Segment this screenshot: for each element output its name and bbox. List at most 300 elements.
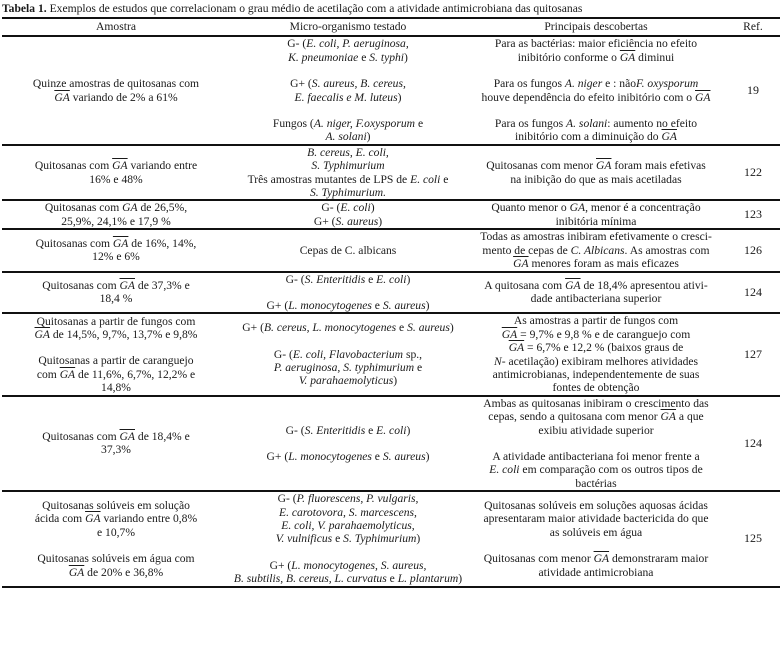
text: e (415, 117, 424, 131)
line-spacer (4, 341, 228, 354)
table-body (2, 36, 780, 586)
text: ) (370, 201, 375, 215)
text: de 18,4% apresentou ativi- (580, 279, 708, 292)
text: com (36, 367, 60, 381)
cell-line (468, 477, 724, 490)
cell-micro-organismo (230, 313, 466, 395)
text: mento de cepas de (482, 243, 571, 257)
text: - acetilação) exibiram melhores atividades (501, 354, 699, 368)
cell-line (4, 512, 228, 525)
cell-amostra (2, 396, 230, 491)
text: Três amostras mutantes de LPS de (247, 172, 411, 186)
text: em comparação com os outros tipos de (519, 463, 703, 477)
text: e (440, 172, 449, 186)
text: variando de 2% a 61% (69, 90, 178, 104)
cell-line (4, 215, 228, 228)
text: Quitosanas solúveis em soluções aquosas ácidas (484, 498, 708, 512)
cell-line (468, 215, 724, 228)
line-spacer (4, 539, 228, 552)
table-row (2, 229, 780, 271)
cell-line (232, 506, 464, 519)
cell-line (232, 77, 464, 90)
italic-text: A. niger (564, 77, 603, 91)
cell-line (468, 341, 724, 354)
text: G+ ( (290, 77, 312, 91)
cell-ref: 126 (726, 229, 780, 271)
cell-line (4, 315, 228, 328)
cell-descobertas (466, 313, 726, 395)
text: atividade antimicrobiana (538, 565, 654, 579)
italic-text: L. monocytogenes (288, 449, 372, 463)
italic-text: P. aeruginosa, S. typhimurium (273, 361, 415, 375)
cell-line (232, 159, 464, 172)
ga-symbol: $\overline{GA}$ (513, 257, 529, 271)
text: Quitosanas com (42, 279, 120, 292)
ga-symbol: $\overline{GA}$ (508, 341, 525, 355)
text: de 37,3% e (135, 279, 190, 292)
text: antimicrobianas, independentemente de suas (492, 367, 700, 381)
text: dade antibacteriana superior (530, 292, 662, 306)
cell-descobertas (466, 145, 726, 201)
text: e 10,7% (97, 525, 135, 539)
text: menores foram as mais eficazes (528, 257, 679, 271)
cell-line (468, 552, 724, 565)
text: e (365, 423, 377, 437)
text: Quitosanas a partir de fungos com (36, 314, 196, 328)
text: exibiu atividade superior (538, 423, 654, 437)
text: = 9,7% e 9,8 % e de caranguejo com (517, 327, 691, 341)
cell-line (232, 244, 464, 257)
cell-ref: 19 (726, 36, 780, 144)
ga-symbol: $\overline{GA}$ (501, 327, 518, 341)
cell-ref: 125 (726, 491, 780, 586)
ga-symbol: $\overline{GA}$ (695, 90, 711, 104)
cell-amostra (2, 145, 230, 201)
italic-text: A. solani (325, 130, 367, 144)
text: G+ ( (313, 214, 336, 228)
text: cepas, sendo a quitosana com menor (488, 410, 661, 424)
italic-text: E. coli (376, 423, 407, 437)
text: Para os fungos (493, 77, 565, 91)
italic-text: E. carotovora, S. marcescens, (279, 505, 417, 519)
text: ) (406, 272, 411, 286)
text: 18,4 % (99, 292, 133, 306)
text: na inibição do que as mais acetiladas (510, 172, 682, 186)
text: a que (676, 410, 704, 424)
cell-line (232, 51, 464, 64)
cell-line (232, 273, 464, 286)
cell-line (232, 173, 464, 186)
italic-text: S. Enteritidis (304, 423, 366, 437)
ga-symbol: $\overline{GA}$ (619, 50, 636, 64)
table-header-row (2, 18, 780, 36)
cell-micro-organismo (230, 396, 466, 491)
italic-text: S. Typhimurium. (309, 186, 387, 200)
ga-symbol: $\overline{GA}$ (112, 236, 129, 250)
text: ) (406, 423, 411, 437)
line-spacer (468, 64, 724, 77)
italic-text: L. monocytogenes, S. aureus, (291, 558, 427, 572)
cell-amostra (2, 272, 230, 314)
data-table (2, 17, 780, 588)
ga-symbol: $\overline{GA}$ (112, 159, 128, 173)
text: A quitosana com (484, 279, 566, 292)
line-spacer (232, 104, 464, 117)
cell-ref: 124 (726, 272, 780, 314)
italic-text: L. plantarum (397, 572, 459, 586)
cell-amostra (2, 313, 230, 395)
text: fontes de obtenção (552, 381, 640, 395)
cell-line (468, 566, 724, 579)
cell-line (4, 443, 228, 456)
text: Quitosanas solúveis em solução (42, 498, 190, 512)
header-amostra: Amostra (2, 18, 230, 36)
cell-line (232, 146, 464, 159)
text: inibitória mínima (555, 214, 637, 228)
text: G- ( (321, 201, 341, 215)
cell-ref: 124 (726, 396, 780, 491)
cell-line (468, 77, 724, 90)
line-spacer (468, 104, 724, 117)
italic-text: E. coli, Flavobacterium (292, 347, 404, 361)
table-row (2, 272, 780, 314)
cell-line (468, 526, 724, 539)
italic-text: B. subtilis, B. cereus, L. curvatus (233, 572, 387, 586)
table-row (2, 145, 780, 201)
text: Quitosanas com (44, 201, 123, 215)
text: foram mais efetivas (611, 159, 706, 173)
cell-line (468, 463, 724, 476)
text: G- ( (285, 272, 305, 286)
text: Quitosanas com (34, 159, 113, 173)
text: ) (378, 214, 383, 228)
cell-descobertas (466, 491, 726, 586)
text: ) (458, 572, 463, 586)
cell-line (232, 91, 464, 104)
italic-text: E. coli, P. aeruginosa, (306, 37, 409, 51)
text: Ambas as quitosanas inibiram o crescimento das (483, 396, 709, 410)
text: G- ( (285, 423, 305, 437)
line-spacer (232, 335, 464, 348)
line-spacer (468, 437, 724, 450)
italic-text: C. Albicans (570, 243, 625, 257)
cell-line (4, 368, 228, 381)
cell-line (468, 410, 724, 423)
cell-micro-organismo (230, 229, 466, 271)
cell-line (4, 159, 228, 172)
cell-descobertas (466, 396, 726, 491)
ga-symbol: $\overline{GA}$ (593, 552, 610, 566)
text: ) (393, 374, 398, 388)
italic-text: L. monocytogenes (288, 298, 372, 312)
cell-micro-organismo (230, 272, 466, 314)
text: G- ( (277, 492, 297, 506)
text: G+ ( (266, 298, 289, 312)
cell-micro-organismo (230, 36, 466, 144)
cell-line (232, 532, 464, 545)
text: Todas as amostras inibiram efetivamente o cresci- (480, 230, 712, 244)
italic-text: B. cereus, E. coli, (307, 145, 389, 159)
text: : aumento no efeito (607, 117, 698, 131)
caption-text: Exemplos de estudos que correlacionam o grau médio de acetilação com a atividade antimicrobiana das quitosanas (46, 2, 583, 15)
italic-text: N (493, 354, 502, 368)
cell-descobertas (466, 229, 726, 271)
cell-line (468, 512, 724, 525)
ga-symbol: $\overline{GA}$ (569, 201, 586, 215)
text: de 16%, 14%, (128, 236, 197, 250)
line-spacer (232, 64, 464, 77)
ga-symbol: $\overline{GA}$ (565, 279, 581, 292)
text: inibitório conforme o (517, 50, 620, 64)
cell-line (468, 279, 724, 292)
text: 14,8% (101, 381, 131, 395)
text: 37,3% (101, 443, 131, 457)
italic-text: A. solani (566, 117, 608, 131)
cell-line (4, 430, 228, 443)
cell-line (232, 348, 464, 361)
ga-symbol: $\overline{GA}$ (68, 565, 85, 579)
italic-text: V. vulnificus (275, 532, 333, 546)
cell-line (4, 237, 228, 250)
cell-amostra (2, 200, 230, 229)
text: e (396, 321, 408, 335)
text: Quitosanas a partir de caranguejo (38, 354, 194, 368)
cell-line (468, 173, 724, 186)
table-row (2, 313, 780, 395)
cell-micro-organismo (230, 200, 466, 229)
header-micro-organismo: Micro-organismo testado (230, 18, 466, 36)
cell-line (468, 381, 724, 394)
cell-line (232, 186, 464, 199)
cell-line (468, 91, 724, 104)
italic-text: E. coli, V. parahaemolyticus, (281, 519, 415, 532)
text: variando entre 0,8% (100, 512, 198, 526)
cell-line (4, 552, 228, 565)
italic-text: P. fluorescens, P. vulgaris, (296, 492, 419, 506)
text: e (371, 298, 383, 312)
text: e (414, 361, 423, 375)
text: 12% e 6% (92, 250, 140, 264)
text: Quitosanas com menor (483, 552, 594, 566)
cell-line (468, 499, 724, 512)
ga-symbol: $\overline{GA}$ (59, 367, 76, 381)
italic-text: S. aureus (335, 214, 379, 228)
cell-line (468, 159, 724, 172)
header-descobertas: Principais descobertas (466, 18, 726, 36)
text: Quitosanas com menor (486, 159, 596, 173)
cell-line (232, 299, 464, 312)
cell-line (4, 526, 228, 539)
cell-line (232, 201, 464, 214)
line-spacer (468, 539, 724, 552)
text: ) (397, 90, 402, 104)
cell-line (4, 354, 228, 367)
cell-line (4, 77, 228, 90)
cell-line (232, 37, 464, 50)
cell-line (468, 368, 724, 381)
cell-line (232, 424, 464, 437)
italic-text: A. niger, F.oxysporum (313, 117, 416, 131)
ga-symbol: $\overline{GA}$ (34, 327, 50, 341)
text: G- ( (287, 37, 307, 51)
cell-line (232, 361, 464, 374)
cell-line (4, 250, 228, 263)
cell-line (4, 499, 228, 512)
cell-ref: 127 (726, 313, 780, 395)
cell-line (468, 257, 724, 270)
cell-line (468, 51, 724, 64)
text: = 6,7% e 12,2 % (baixos graus de (524, 341, 684, 355)
italic-text: E. coli (340, 201, 371, 215)
text: inibitório com a diminuição do (515, 130, 662, 144)
cell-line (232, 117, 464, 130)
text: as solúveis em água (549, 525, 643, 539)
text: de 11,6%, 6,7%, 12,2% e (75, 367, 196, 381)
text: houve dependência do efeito inibitório com o (481, 90, 695, 104)
cell-line (232, 559, 464, 572)
cell-ref: 123 (726, 200, 780, 229)
cell-line (4, 173, 228, 186)
text: Cepas de C. albicans (299, 243, 397, 257)
line-spacer (232, 286, 464, 299)
caption-label: Tabela 1. (2, 2, 47, 15)
table-row (2, 491, 780, 586)
text: Para os fungos (494, 117, 567, 131)
text: G- ( (273, 347, 293, 361)
ga-symbol: $\overline{GA}$ (660, 410, 677, 424)
cell-line (232, 450, 464, 463)
text: : não (613, 77, 637, 91)
ga-symbol: $\overline{GA}$ (119, 430, 135, 444)
cell-line (232, 492, 464, 505)
text: e (602, 77, 614, 91)
italic-text: S. typhi (369, 50, 405, 64)
table-row (2, 200, 780, 229)
cell-line (4, 279, 228, 292)
header-ref: Ref. (726, 18, 780, 36)
italic-text: S. Typhimurium (343, 532, 417, 546)
text: apresentaram maior atividade bactericida do que (483, 512, 709, 526)
cell-line (4, 566, 228, 579)
cell-micro-organismo (230, 145, 466, 201)
ga-symbol: $\overline{GA}$ (119, 279, 135, 292)
italic-text: V. parahaemolyticus (298, 374, 394, 388)
text: de 20% e 36,8% (84, 565, 164, 579)
text: As amostras a partir de fungos com (513, 314, 679, 328)
line-spacer (232, 437, 464, 450)
italic-text: B. cereus, L. monocytogenes (263, 321, 397, 335)
text: G+ ( (269, 558, 292, 572)
cell-line (468, 201, 724, 214)
text: ) (425, 298, 430, 312)
text: 25,9%, 24,1% e 17,9 % (61, 214, 171, 228)
cell-line (468, 424, 724, 437)
cell-amostra (2, 491, 230, 586)
cell-descobertas (466, 36, 726, 144)
cell-line (468, 292, 724, 305)
cell-amostra (2, 229, 230, 271)
text: e (386, 572, 398, 586)
cell-line (468, 230, 724, 243)
cell-line (232, 374, 464, 387)
cell-line (468, 314, 724, 327)
text: sp., (403, 347, 423, 361)
cell-line (468, 37, 724, 50)
italic-text: K. pneumoniae (288, 50, 359, 64)
text: , menor é a concentração (585, 201, 701, 215)
text: de 26,5%, (137, 201, 188, 215)
text: Fungos ( (272, 117, 314, 131)
cell-line (468, 328, 724, 341)
cell-line (468, 355, 724, 368)
text: e (358, 50, 370, 64)
cell-line (468, 450, 724, 463)
italic-text: S. aureus, B. cereus, (311, 77, 406, 91)
cell-line (468, 117, 724, 130)
cell-line (468, 130, 724, 143)
text: Quitosanas solúveis em água com (37, 552, 195, 566)
italic-text: E. faecalis e M. luteus (294, 90, 398, 104)
text: ) (416, 532, 421, 546)
cell-line (4, 201, 228, 214)
table-caption (2, 2, 582, 15)
text: ) (404, 50, 408, 64)
cell-line (468, 397, 724, 410)
text: ) (366, 130, 371, 144)
italic-text: E. coli (376, 272, 407, 286)
table-row (2, 36, 780, 144)
cell-line (468, 244, 724, 257)
text: diminui (635, 50, 675, 64)
cell-line (232, 130, 464, 143)
text: Quanto menor o (491, 201, 570, 215)
italic-text: E. coli (410, 172, 441, 186)
italic-text: S. aureus (382, 449, 426, 463)
italic-text: S. aureus (407, 321, 450, 335)
text: demonstraram maior (609, 552, 709, 566)
text: e (332, 532, 344, 546)
text: . As amostras com (624, 243, 710, 257)
italic-text: S. Enteritidis (304, 272, 366, 286)
text: Para as bactérias: maior eficiência no efeito (494, 37, 698, 51)
cell-amostra (2, 36, 230, 144)
italic-text: F. oxysporum (636, 77, 699, 91)
cell-line (232, 215, 464, 228)
text: ácida com (34, 512, 86, 526)
text: Quitosanas com (35, 236, 113, 250)
italic-text: S. Typhimurium (311, 159, 385, 173)
ga-symbol: $\overline{GA}$ (85, 512, 101, 526)
cell-line (4, 381, 228, 394)
cell-line (232, 519, 464, 532)
cell-line (4, 292, 228, 305)
ga-symbol: $\overline{GA}$ (122, 201, 138, 215)
text: Quitosanas com (42, 430, 120, 444)
ga-symbol: $\overline{GA}$ (596, 159, 612, 173)
text: A atividade antibacteriana foi menor frente a (492, 449, 700, 463)
text: de 14,5%, 9,7%, 13,7% e 9,8% (49, 327, 198, 341)
cell-line (4, 91, 228, 104)
cell-descobertas (466, 200, 726, 229)
text: G+ ( (266, 449, 289, 463)
cell-ref: 122 (726, 145, 780, 201)
italic-text: S. aureus (382, 298, 426, 312)
italic-text: E. coli (489, 463, 520, 477)
cell-line (4, 328, 228, 341)
text: variando entre (127, 159, 198, 173)
text: bactérias (575, 476, 617, 490)
text: ) (425, 449, 430, 463)
